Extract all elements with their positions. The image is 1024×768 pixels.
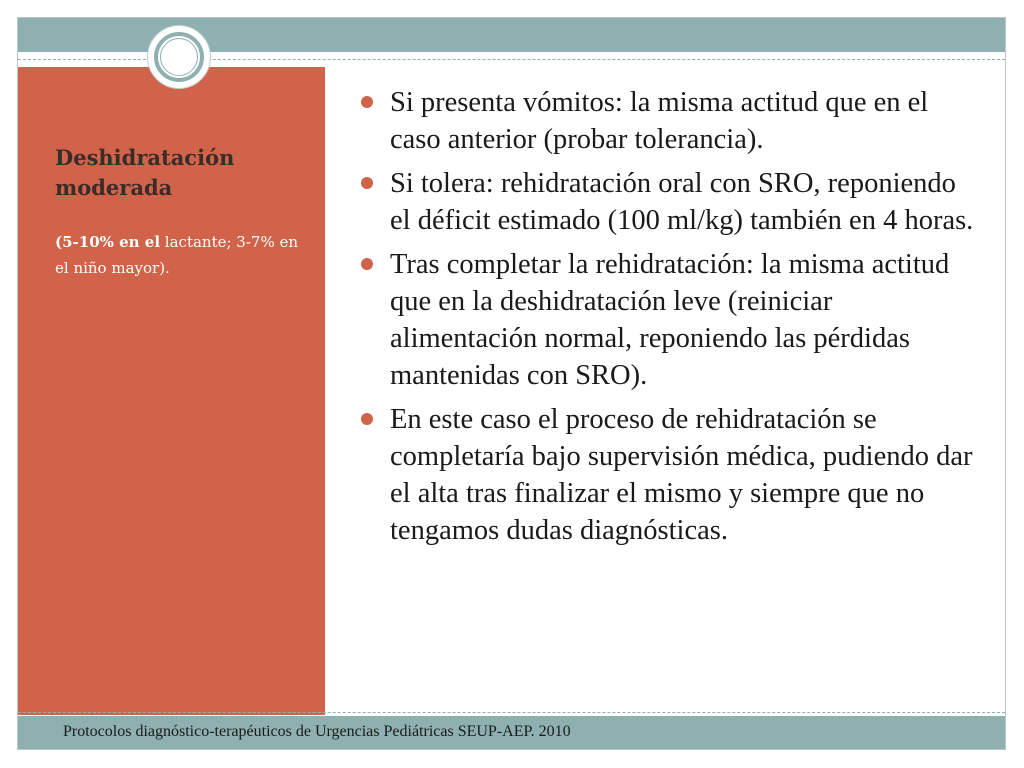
slide-title: Deshidratación moderada (55, 145, 235, 200)
decorative-inner-ring-icon (160, 38, 198, 76)
footer-citation: Protocolos diagnóstico-terapéuticos de Urgencias Pediátricas SEUP-AEP. 2010 (63, 723, 571, 740)
bullet-text: Tras completar la rehidratación: la misma actitud que en la deshidratación leve (reiniciar alimentación normal, reponiendo las pérdidas mantenidas con SRO). (390, 249, 950, 391)
bullet-dot-icon (361, 413, 373, 425)
bullet-text: Si presenta vómitos: la misma actitud que en el caso anterior (probar tolerancia). (390, 87, 929, 155)
bullet-list (358, 84, 978, 556)
note-bold-part: (5-10% en el (55, 233, 161, 251)
bullet-text: Si tolera: rehidratación oral con SRO, reponiendo el déficit estimado (100 ml/kg) también en 4 horas. (390, 168, 974, 236)
bullet-item (358, 246, 978, 394)
slide-subtitle-note (55, 229, 315, 281)
bullet-dot-icon (361, 258, 373, 270)
bullet-dot-icon (361, 177, 373, 189)
bullet-text: En este caso el proceso de rehidratación se completaría bajo supervisión médica, pudiendo dar el alta tras finalizar el mismo y siempre que no tengamos dudas diagnósticas. (390, 404, 973, 546)
bullet-item (358, 84, 978, 158)
bullet-item (358, 401, 978, 549)
bullet-dot-icon (361, 96, 373, 108)
bottom-divider (18, 712, 1005, 713)
note-rest: lactante; 3-7% en el niño mayor). (55, 233, 299, 277)
bullet-item (358, 165, 978, 239)
